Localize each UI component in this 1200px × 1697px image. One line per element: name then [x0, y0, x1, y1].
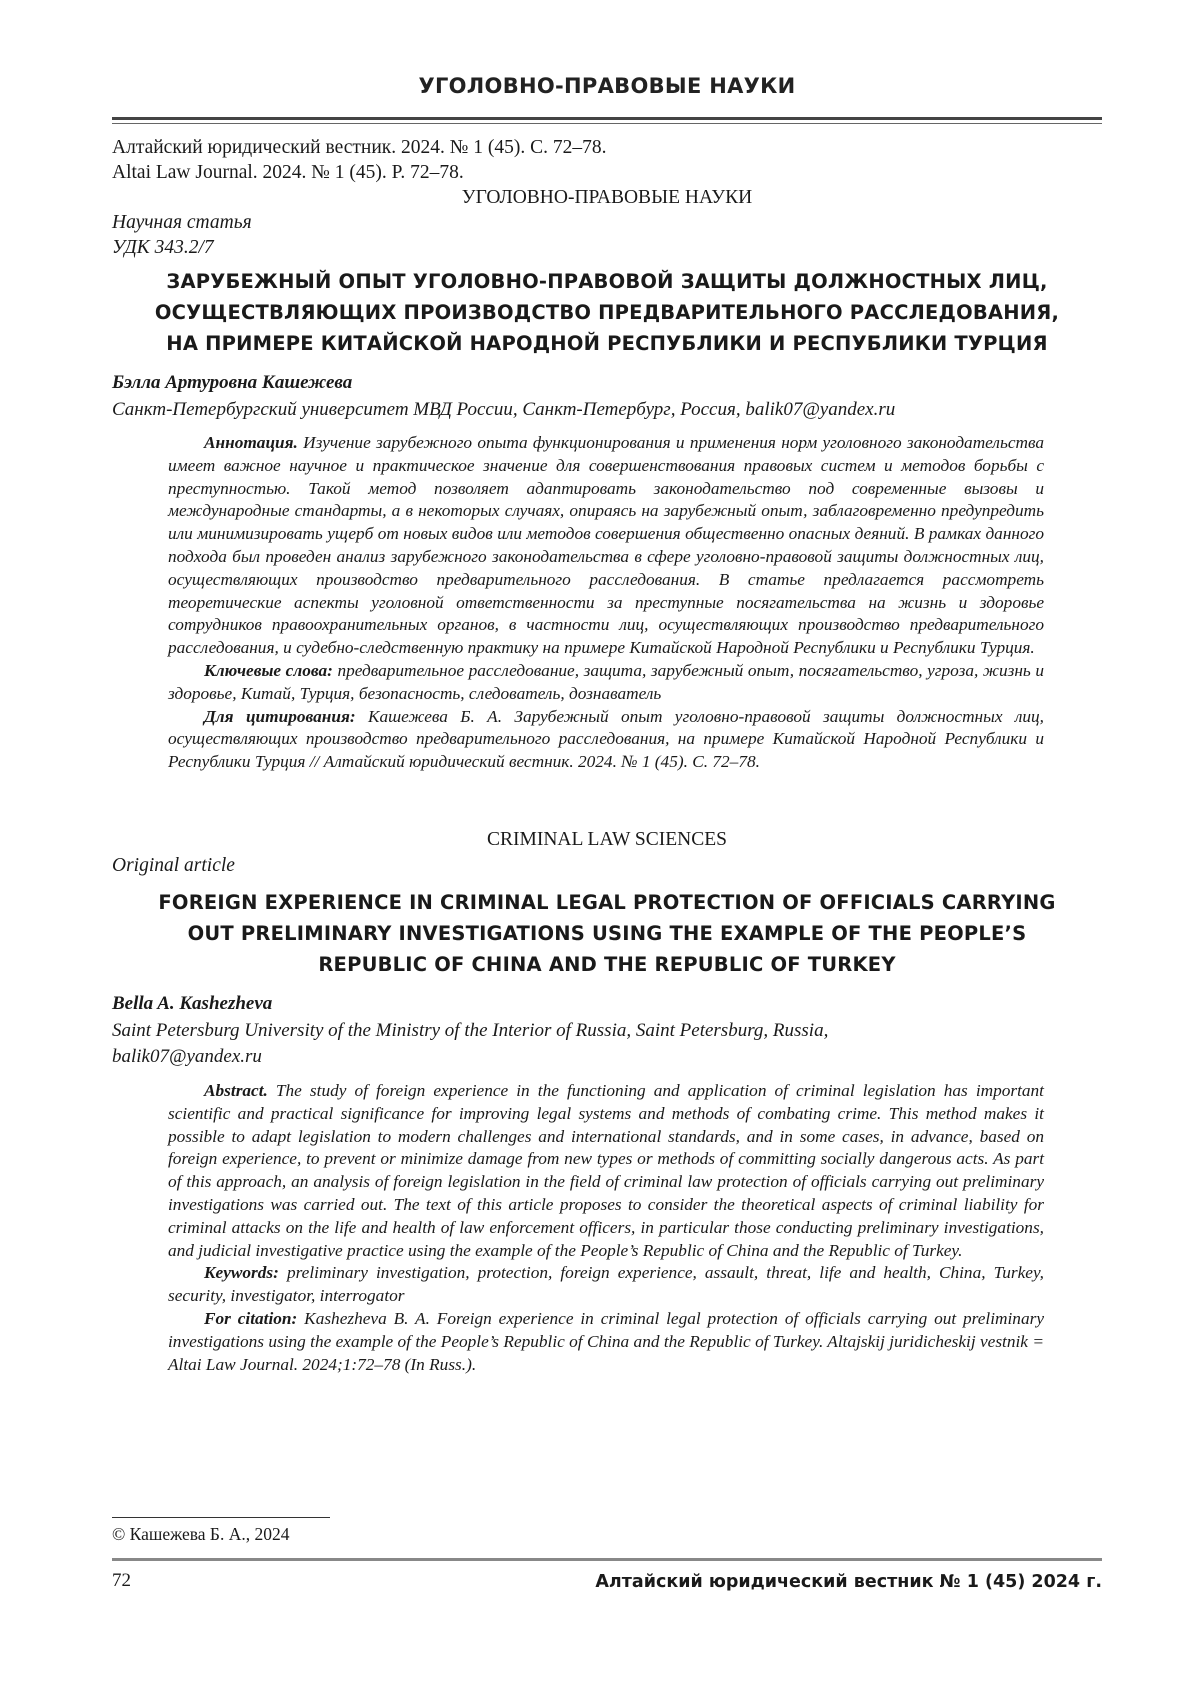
abstract-en [168, 1080, 1044, 1262]
article-title-ru [112, 266, 1102, 359]
title-line: FOREIGN EXPERIENCE IN CRIMINAL LEGAL PROTECTION OF OFFICIALS CARRYING [112, 887, 1102, 918]
keywords-ru [168, 660, 1044, 706]
abstract-block-ru [168, 432, 1044, 774]
title-line: ЗАРУБЕЖНЫЙ ОПЫТ УГОЛОВНО-ПРАВОВОЙ ЗАЩИТЫ ДОЛЖНОСТНЫХ ЛИЦ, [112, 266, 1102, 297]
affiliation-ru: Санкт-Петербургский университет МВД России, Санкт-Петербург, Россия, balik07@yandex.ru [112, 397, 1102, 423]
citation-label: Для цитирования: [204, 707, 356, 726]
abstract-label: Abstract. [204, 1081, 268, 1100]
abstract-ru [168, 432, 1044, 660]
author-name-ru: Бэлла Артуровна Кашежева [112, 372, 352, 394]
keywords-label: Ключевые слова: [204, 661, 333, 680]
citation-label: For citation: [204, 1309, 297, 1328]
abstract-text: The study of foreign experience in the functioning and application of criminal legislation has important scientific and practical significance for improving legal systems and methods of combating crime. This method makes it possible to adapt legislation to modern challenges and international standards, and in some cases, in advance, based on foreign experience, to prevent or minimize damage from new types or methods of committing socially dangerous acts. As part of this approach, an analysis of foreign legislation in the field of criminal law protection of officials carrying out preliminary investigations was carried out. The text of this article proposes to consider the theoretical aspects of criminal liability for criminal attacks on the life and health of law enforcement officers, in particular those conducting preliminary investigations, and judicial investigative practice using the example of the People’s Republic of China and the Republic of Turkey. [168, 1081, 1044, 1260]
citation-ru [168, 706, 1044, 774]
citation-line-en: Altai Law Journal. 2024. № 1 (45). P. 72–78. [112, 162, 464, 184]
title-line: НА ПРИМЕРЕ КИТАЙСКОЙ НАРОДНОЙ РЕСПУБЛИКИ И РЕСПУБЛИКИ ТУРЦИЯ [112, 328, 1102, 359]
udc-code: УДК 343.2/7 [112, 237, 214, 259]
journal-page [0, 0, 1200, 1697]
section-label-ru: УГОЛОВНО-ПРАВОВЫЕ НАУКИ [112, 187, 1102, 209]
keywords-label: Keywords: [204, 1263, 279, 1282]
affiliation-email: balik07@yandex.ru [112, 1044, 1102, 1070]
abstract-text: Изучение зарубежного опыта функционирования и применения норм уголовного законодательства имеет важное научное и практическое значение для совершенствования правовых систем и методов борьбы с преступностью. Такой метод позволяет адаптировать законодательство под современные вызовы и международные стандарты, а в некоторых случаях, опираясь на зарубежный опыт, заблаговременно предупредить или минимизировать ущерб от новых видов или методов совершения общественно опасных деяний. В рамках данного подхода был проведен анализ зарубежного законодательства в сфере уголовно-правовой защиты должностных лиц, осуществляющих производство предварительного расследования. В статье предлагается рассмотреть теоретические аспекты уголовной ответственности за преступные посягательства на жизнь и здоровье сотрудников правоохранительных органов, в частности лиц, осуществляющих производство предварительного расследования, и судебно-следственную практику на примере Китайской Народной Республики и Республики Турция. [168, 433, 1044, 657]
footer-journal-title: Алтайский юридический вестник № 1 (45) 2024 г. [595, 1572, 1102, 1592]
header-rule-thin [112, 123, 1102, 124]
citation-en [168, 1308, 1044, 1376]
footnote-rule [112, 1517, 330, 1518]
citation-line-ru: Алтайский юридический вестник. 2024. № 1 (45). С. 72–78. [112, 137, 606, 159]
title-line: REPUBLIC OF CHINA AND THE REPUBLIC OF TURKEY [112, 949, 1102, 980]
keywords-text: preliminary investigation, protection, foreign experience, assault, threat, life and health, China, Turkey, security, investigator, interrogator [168, 1263, 1044, 1305]
abstract-label: Аннотация. [204, 433, 298, 452]
copyright-footnote: © Кашежева Б. А., 2024 [112, 1524, 290, 1545]
keywords-en [168, 1262, 1044, 1308]
citation-text: Кашежева Б. А. Зарубежный опыт уголовно-правовой защиты должностных лиц, осуществляющих производство предварительного расследования, на примере Китайской Народной Республики и Республики Турция // Алтайский юридический вестник. 2024. № 1 (45). С. 72–78. [168, 707, 1044, 772]
keywords-text: предварительное расследование, защита, зарубежный опыт, посягательство, угроза, жизнь и здоровье, Китай, Турция, безопасность, следователь, дознаватель [168, 661, 1044, 703]
affiliation-en [112, 1018, 1102, 1070]
running-head: УГОЛОВНО-ПРАВОВЫЕ НАУКИ [112, 74, 1102, 98]
footer-rule [112, 1558, 1102, 1561]
abstract-block-en [168, 1080, 1044, 1376]
author-name-en: Bella A. Kashezheva [112, 993, 272, 1015]
affiliation-line: Saint Petersburg University of the Ministry of the Interior of Russia, Saint Petersburg, Russia, [112, 1018, 1102, 1044]
header-rule [112, 117, 1102, 120]
title-line: ОСУЩЕСТВЛЯЮЩИХ ПРОИЗВОДСТВО ПРЕДВАРИТЕЛЬНОГО РАССЛЕДОВАНИЯ, [112, 297, 1102, 328]
page-number: 72 [112, 1570, 131, 1592]
title-line: OUT PRELIMINARY INVESTIGATIONS USING THE EXAMPLE OF THE PEOPLE’S [112, 918, 1102, 949]
article-title-en [112, 887, 1102, 980]
section-label-en: CRIMINAL LAW SCIENCES [112, 829, 1102, 851]
article-type-en: Original article [112, 855, 235, 877]
citation-text: Kashezheva B. A. Foreign experience in criminal legal protection of officials carrying out preliminary investigations using the example of the People’s Republic of China and the Republic of Turkey. Altajskij juridicheskij vestnik = Altai Law Journal. 2024;1:72–78 (In Russ.). [168, 1309, 1044, 1374]
article-type-ru: Научная статья [112, 212, 252, 234]
